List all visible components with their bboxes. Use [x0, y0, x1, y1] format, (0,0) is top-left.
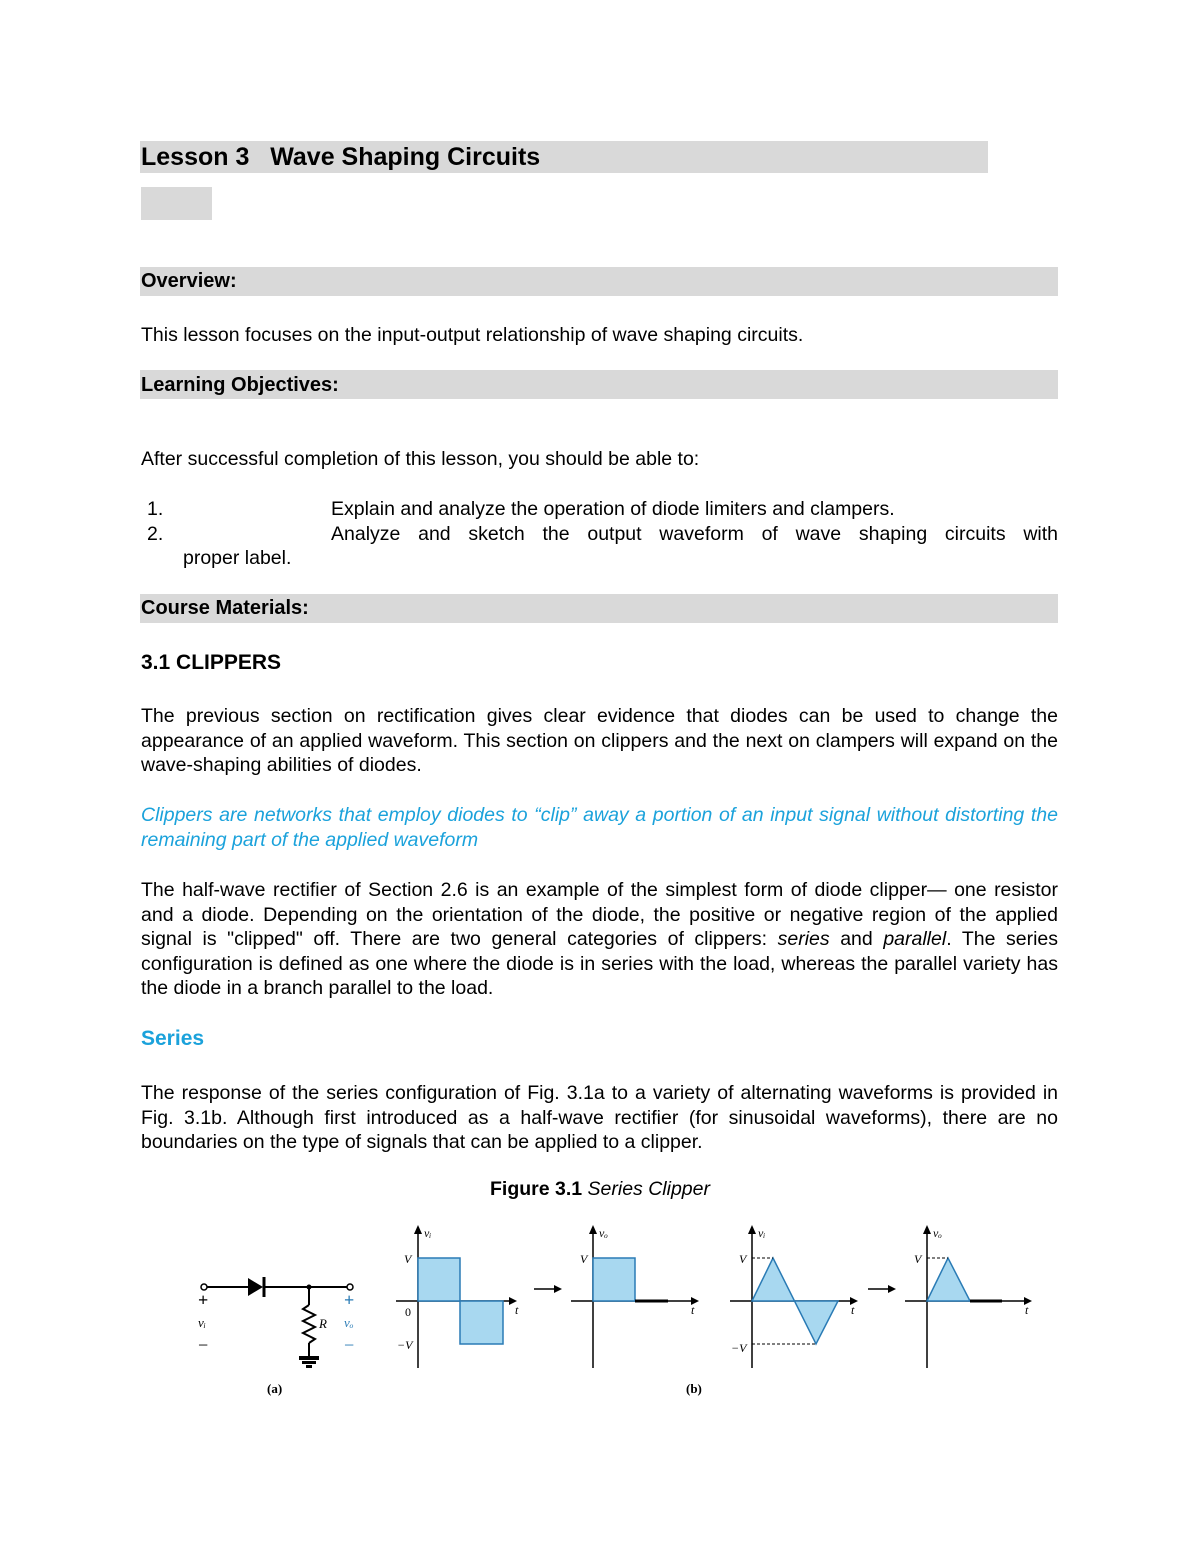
para2-part-b: . The series configuration is defined as one where the diode is in series with the load, whereas the parallel variety has the diode in a branch parallel to the load.	[141, 928, 1058, 999]
plot3-triangle	[752, 1258, 838, 1344]
objective-1-number: 1.	[147, 498, 164, 520]
overview-text: This lesson focuses on the input-output relationship of wave shaping circuits.	[141, 324, 804, 346]
transform-arrow-2	[868, 1285, 896, 1293]
circuit-diagram	[198, 1277, 354, 1396]
plot1-t-label: t	[515, 1303, 519, 1317]
triangle-wave-input-plot	[730, 1225, 858, 1368]
materials-heading: Course Materials:	[141, 597, 309, 619]
clippers-paragraph-1: The previous section on rectification gives clear evidence that diodes can be used to change the appearance of an applied waveform. This section on clippers and the next on clampers will expand on the wave-shaping abilities of diodes.	[141, 705, 1058, 776]
overview-heading: Overview:	[141, 270, 237, 292]
series-heading: Series	[141, 1027, 205, 1050]
plot1-negv-label: −V	[397, 1338, 413, 1352]
plot4-v-label: V	[914, 1252, 922, 1266]
arrow1-icon	[554, 1285, 562, 1293]
plot2-v-label: V	[580, 1252, 588, 1266]
page-title: Lesson 3 Wave Shaping Circuits	[141, 143, 541, 171]
plot2-y-arrow	[589, 1225, 597, 1234]
objective-1-text: Explain and analyze the operation of diode limiters and clampers.	[331, 498, 895, 520]
diode-icon	[248, 1278, 263, 1296]
plot3-vi-label: vᵢ	[758, 1226, 766, 1240]
output-minus: −	[344, 1335, 355, 1355]
plot1-positive-pulse	[418, 1258, 460, 1301]
para2-parallel: parallel	[883, 928, 947, 950]
series-paragraph: The response of the series configuration of Fig. 3.1a to a variety of alternating waveforms is provided in Fig. 3.1b. Although first introduced as a half-wave rectifier (for sinusoidal waveforms), there are no boundaries on the type of signals that can be applied to a clipper.	[141, 1082, 1058, 1153]
square-wave-input-plot	[396, 1225, 519, 1368]
triangle-wave-output-plot	[905, 1225, 1032, 1368]
plot2-t-label: t	[691, 1303, 695, 1317]
figure-label-a: (a)	[267, 1381, 283, 1396]
arrow2-icon	[888, 1285, 896, 1293]
plot3-negv-label: −V	[731, 1341, 747, 1355]
figure-caption-number: Figure 3.1	[489, 1178, 583, 1200]
plot4-y-arrow	[923, 1225, 931, 1234]
square-wave-output-plot	[571, 1225, 699, 1368]
objective-2-continuation: proper label.	[183, 547, 292, 569]
transform-arrow-1	[534, 1285, 562, 1293]
objectives-heading: Learning Objectives:	[141, 374, 339, 396]
figure-caption	[0, 1178, 1200, 1201]
clippers-paragraph-2	[141, 878, 1058, 1001]
plot2-vo-label: vₒ	[599, 1226, 608, 1240]
plot1-vi-label: vᵢ	[424, 1226, 432, 1240]
plot1-negative-pulse	[460, 1301, 503, 1344]
input-plus: +	[198, 1290, 209, 1310]
figure-label-b: (b)	[686, 1381, 702, 1396]
plot1-v-label: V	[404, 1252, 412, 1266]
plot4-triangle	[927, 1258, 970, 1301]
para2-series: series	[777, 928, 830, 950]
output-plus: +	[344, 1290, 355, 1310]
ground-icon-mid	[302, 1361, 316, 1364]
plot3-t-label: t	[851, 1303, 855, 1317]
plot3-v-label: V	[739, 1252, 747, 1266]
input-minus: −	[198, 1335, 209, 1355]
para2-and: and	[829, 928, 884, 950]
input-vi-label: vᵢ	[198, 1315, 206, 1330]
clippers-definition: Clippers are networks that employ diodes to “clip” away a portion of an input signal without distorting the remaining part of the applied waveform	[141, 804, 1058, 851]
clippers-heading: 3.1 CLIPPERS	[141, 651, 282, 674]
objectives-intro: After successful completion of this lesson, you should be able to:	[141, 448, 700, 470]
decorative-highlight-block	[141, 187, 212, 220]
plot3-y-arrow	[748, 1225, 756, 1234]
resistor-icon	[303, 1305, 315, 1343]
resistor-label: R	[319, 1316, 327, 1331]
plot4-vo-label: vₒ	[933, 1226, 942, 1240]
para2-part-a: The half-wave rectifier of Section 2.6 is an example of the simplest form of diode clipper— one resistor and a diode. Depending on the orientation of the diode, the positive or negative region of the applied signal is "clipped" off. There are two general categories of clippers:	[141, 879, 1058, 950]
plot2-positive-pulse	[593, 1258, 635, 1301]
figure-caption-title: Series Clipper	[582, 1178, 710, 1200]
plot1-y-arrow	[414, 1225, 422, 1234]
output-vo-label: vₒ	[344, 1315, 354, 1330]
objective-2-text: Analyze and sketch the output waveform of wave shaping circuits with	[331, 523, 1058, 545]
objective-2-number: 2.	[147, 523, 164, 545]
plot4-t-label: t	[1025, 1303, 1029, 1317]
ground-icon	[299, 1356, 319, 1360]
plot1-zero-label: 0	[405, 1305, 411, 1319]
series-clipper-figure	[0, 1210, 1200, 1410]
overview-highlight	[140, 267, 1058, 296]
ground-icon-bottom	[306, 1365, 312, 1368]
